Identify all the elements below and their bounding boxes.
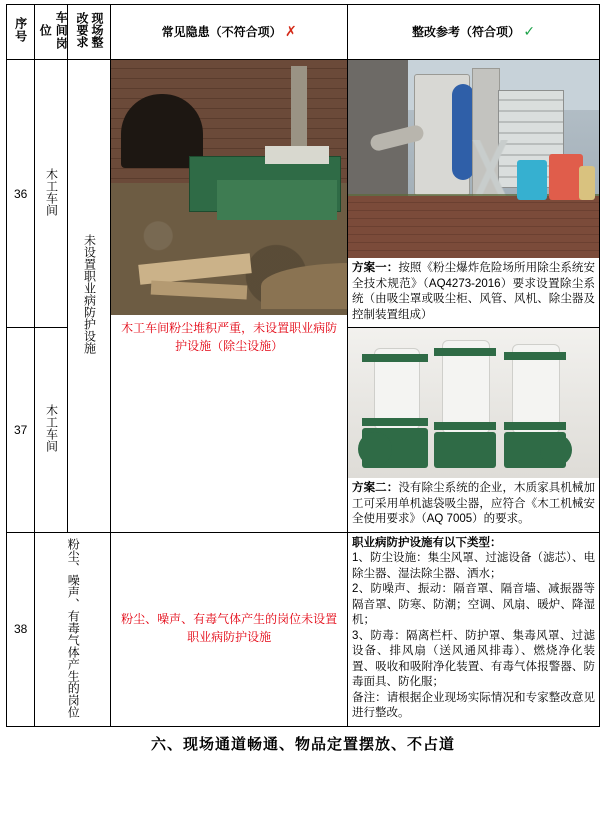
good-title-36: 方案一： (352, 262, 399, 274)
good-title-37: 方案二： (352, 482, 399, 494)
good-cell-36 (348, 60, 600, 328)
check-icon: ✓ (523, 23, 536, 39)
header-good: 整改参考（符合项） ✓ (348, 5, 600, 60)
dirty-workshop-photo (111, 60, 347, 315)
row-seq-38: 38 (7, 532, 35, 726)
bad-cell-38 (111, 532, 348, 726)
header-bad: 常见隐患（不符合项） ✗ (111, 5, 348, 60)
header-shop: 车间岗位 (35, 5, 68, 60)
section-footer-title: 六、现场通道畅通、物品定置摆放、不占道 (150, 735, 455, 753)
good-text-36 (348, 258, 599, 327)
row-shop-38: 粉尘、噪声、有毒气体产生的岗位 (35, 532, 111, 726)
bad-cell-36-37 (111, 60, 348, 533)
row-shop-37: 木工车间 (35, 328, 68, 533)
cross-icon: ✗ (284, 23, 297, 39)
good-title-38: 职业病防护设施有以下类型： (352, 536, 502, 549)
bag-filter-units-photo (348, 328, 599, 478)
good-list-item: 备注：请根据企业现场实际情况和专家整改意见进行整改。 (352, 691, 595, 719)
dust-collector-outdoor-photo (348, 60, 599, 258)
row-requirement-37: 未设置职业病防护设施 (67, 60, 110, 533)
row-seq-37: 37 (7, 328, 35, 533)
row-seq-36: 36 (7, 60, 35, 328)
table-row (7, 532, 600, 726)
good-body-36: 按照《粉尘爆炸危险场所用除尘系统安全技术规范》（AQ4273-2016）要求设置除尘系统（由吸尘罩或吸尘柜、风管、风机、除尘器及控制装置组成） (352, 262, 596, 321)
good-list-item: 1、防尘设施：集尘风罩、过滤设备（滤芯）、电除尘器、湿法除尘器、洒水； (352, 552, 595, 580)
good-list-item: 2、防噪声、振动：隔音罩、隔音墙、减振器等隔音罩、防寒、防潮；空调、风扇、暖炉、降湿机； (352, 583, 595, 626)
good-cell-37 (348, 328, 600, 533)
bad-caption-38: 粉尘、噪声、有毒气体产生的岗位未设置职业病防护设施 (121, 612, 338, 644)
good-text-37 (348, 478, 599, 532)
row-shop-36: 木工车间 (35, 60, 68, 328)
table-header-row (7, 5, 600, 60)
bad-caption-37: 木工车间粉尘堆积严重，未设置职业病防护设施（除尘设施） (121, 321, 338, 353)
good-list-item: 3、防毒：隔离栏杆、防护罩、集毒风罩、过滤设备、排风扇（送风通风排毒）、燃烧净化装置、吸收和吸附净化装置、有毒气体报警器、防毒面具、防化服； (352, 629, 595, 688)
good-body-37: 没有除尘系统的企业，木质家具机械加工可采用单机滤袋吸尘器，应符合《木工机械安全使用要求》（AQ 7005）的要求。 (352, 482, 596, 525)
good-cell-38 (348, 532, 600, 726)
table-row (7, 60, 600, 328)
header-requirement: 现场整改要求 (67, 5, 110, 60)
header-seq: 序号 (7, 5, 35, 60)
inspection-table (6, 4, 600, 727)
good-text-38 (348, 533, 599, 726)
